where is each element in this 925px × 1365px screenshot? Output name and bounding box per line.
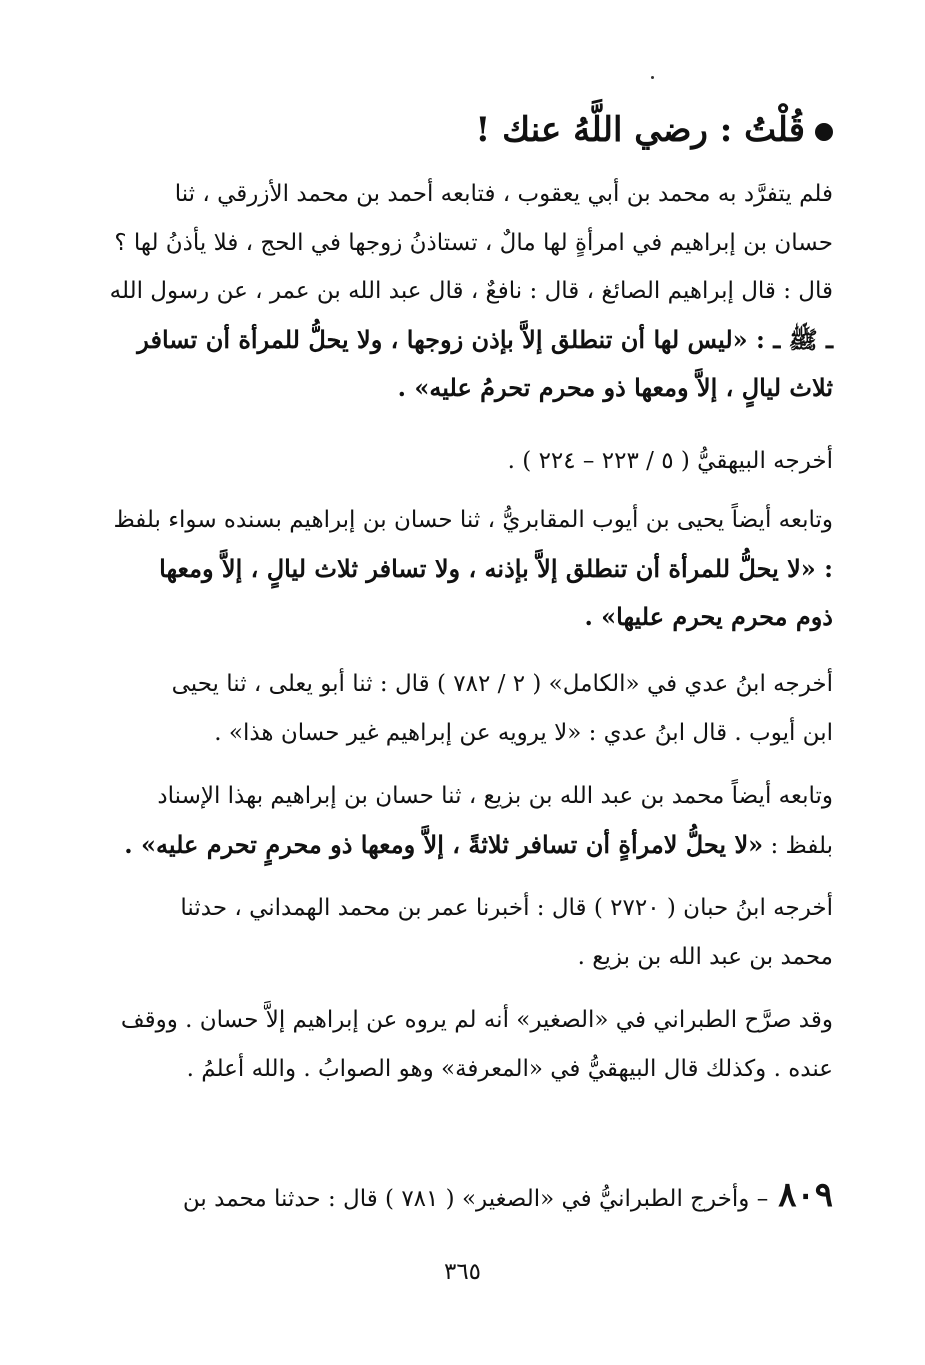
text-line: وتابعه أيضاً يحيى بن أيوب المقابريُّ ، ثنا حسان بن إبراهيم بسنده سواء بلفظ [113,507,833,533]
text-line: قال : قال إبراهيم الصائغ ، قال : نافعٌ ، قال عبد الله بن عمر ، عن رسول الله [109,278,833,304]
hadith-text-line: ـ ﷺ ـ : «ليس لها أن تنطلق إلاَّ بإذن زوجها ، ولا يحلُّ للمرأة أن تسافر [137,324,833,354]
text-line: فلم يتفرَّد به محمد بن أبي يعقوب ، فتابعه أحمد بن محمد الأزرقي ، ثنا [174,181,833,207]
text-line: أخرجه ابنُ عدي في «الكامل» ( ٢ / ٧٨٢ ) قال : ثنا أبو يعلى ، ثنا يحيى [171,671,833,697]
heading-text: قُلْتُ : رضي اللَّهُ عنك ! [475,110,805,150]
paragraph-1 [108,170,833,413]
hadith-text: «لا يحلُّ لامرأةٍ أن تسافر ثلاثةً ، إلاَّ ومعها ذو محرمٍ تحرم عليه» . [124,829,764,859]
paragraph-7 [108,996,833,1093]
text-line: عنده . وكذلك قال البيهقيُّ في «المعرفة» وهو الصوابُ . والله أعلمُ . [186,1055,833,1082]
text-prefix: بلفظ : [763,832,833,859]
text-line: أخرجه البيهقيُّ ( ٥ / ٢٢٣ – ٢٢٤ ) . [507,448,833,474]
hadith-text-line: ذوم محرم يحرم عليها» . [584,602,833,631]
ink-speck [651,76,654,79]
text-line: محمد بن عبد الله بن بزيع . [577,943,833,970]
entry-number: ٨٠٩ [778,1175,833,1215]
hadith-text-line: : «لا يحلُّ للمرأة أن تنطلق إلاَّ بإذنه ، ولا تسافر ثلاث ليالٍ ، إلاَّ ومعها [159,553,833,583]
bullet-icon [815,123,833,141]
paragraph-6 [108,884,833,981]
text-line: وتابعه أيضاً محمد بن عبد الله بن بزيع ، ثنا حسان بن إبراهيم بهذا الإسناد [157,783,833,809]
text-line: أخرجه ابنُ حبان ( ٢٧٢٠ ) قال : أخبرنا عمر بن محمد الهمداني ، حدثنا [180,895,833,921]
hadith-entry [103,1170,833,1224]
paragraph-4 [108,660,833,757]
paragraph-3 [108,496,833,642]
paragraph-5 [108,772,833,870]
mixed-line [108,821,833,871]
text-line: وقد صرَّح الطبراني في «الصغير» أنه لم يروه عن إبراهيم إلاَّ حسان . ووقف [120,1007,833,1033]
text-line: ابن أيوب . قال ابنُ عدي : «لا يرويه عن إبراهيم غير حسان هذا» . [214,719,833,746]
section-heading [93,102,833,158]
hadith-text-line: ثلاث ليالٍ ، إلاَّ ومعها ذو محرم تحرمُ عليه» . [397,373,833,402]
page-number: ٣٦٥ [443,1259,482,1285]
entry-text: – وأخرج الطبرانيُّ في «الصغير» ( ٧٨١ ) قال : حدثنا محمد بن [182,1186,769,1212]
text-line: حسان بن إبراهيم في امرأةٍ لها مالٌ ، تستاذنُ زوجها في الحج ، فلا يأذنُ لها ؟ [114,229,833,256]
paragraph-2 [108,437,833,486]
